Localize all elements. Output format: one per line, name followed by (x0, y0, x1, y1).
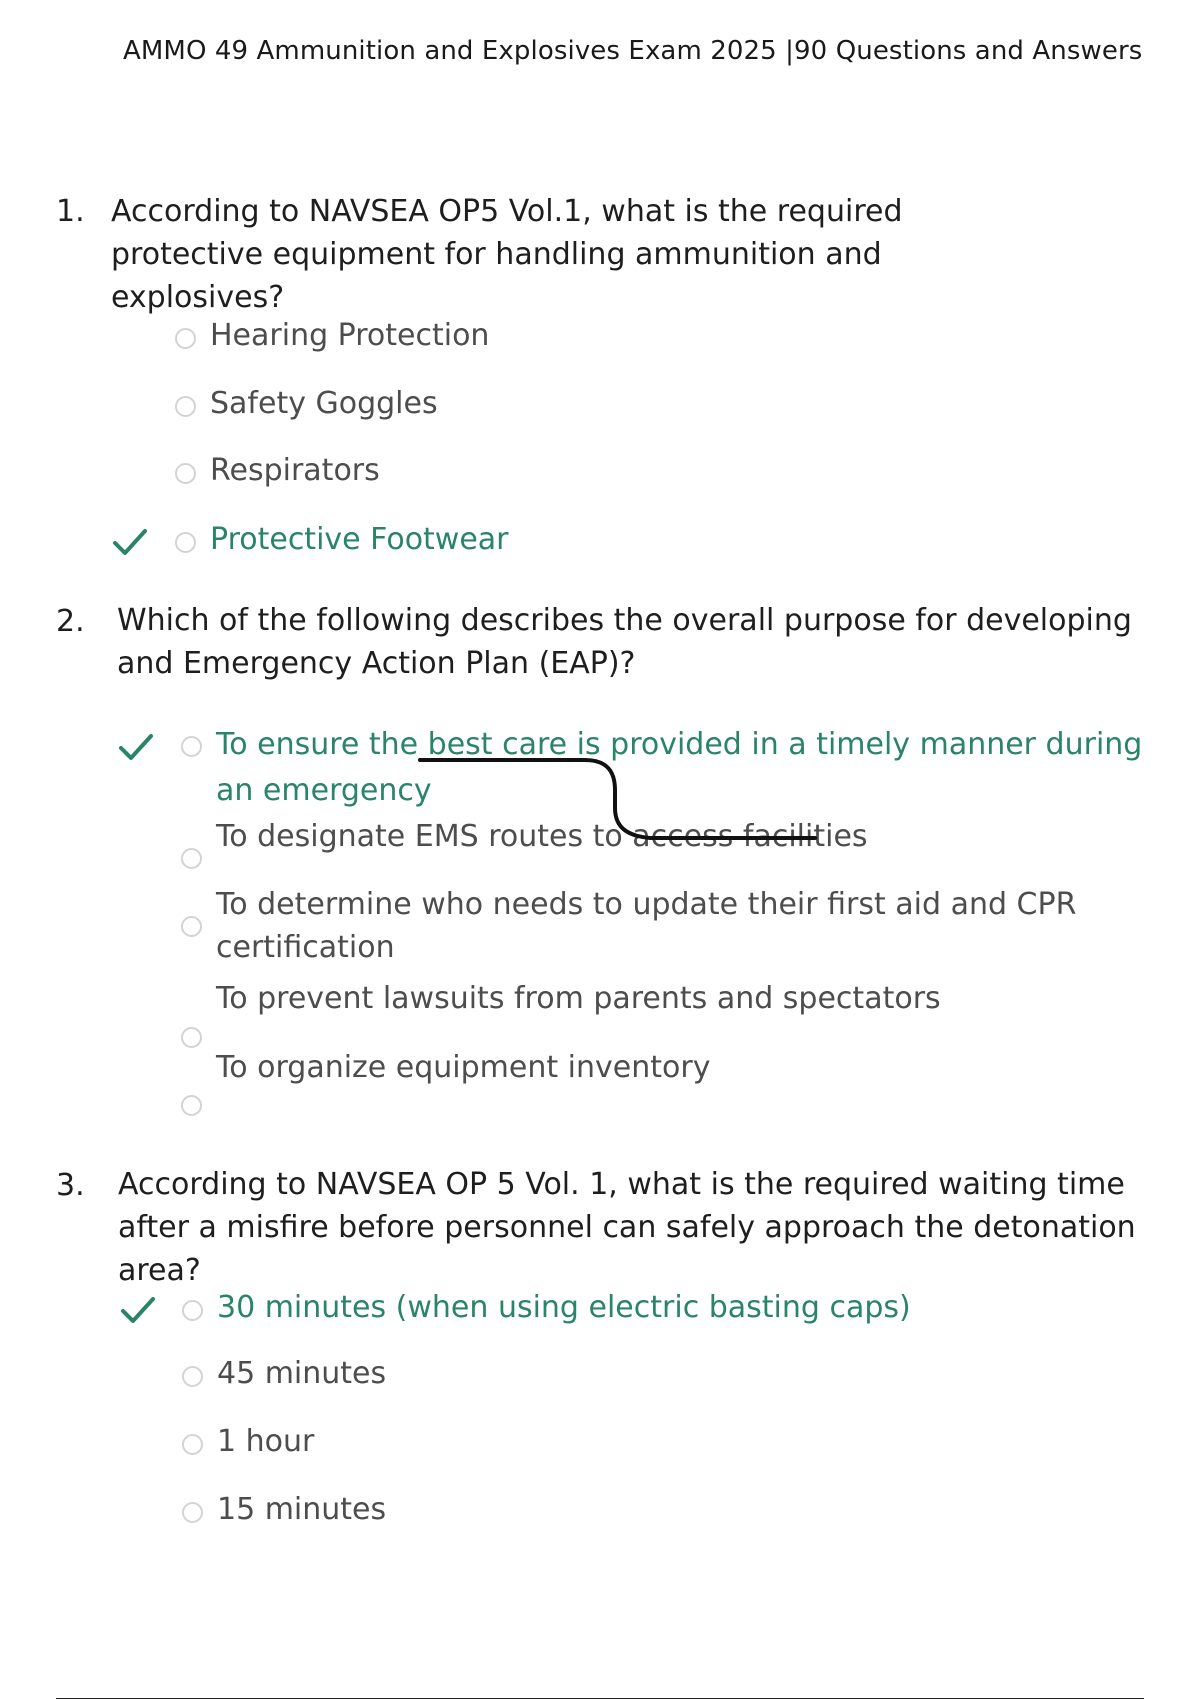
option-label: Protective Footwear (210, 522, 509, 557)
question-number: 3. (56, 1168, 85, 1203)
option-label: To designate EMS routes to access facilities (216, 819, 868, 854)
radio-button[interactable] (181, 736, 202, 757)
radio-button[interactable] (181, 916, 202, 937)
option-label: 30 minutes (when using electric basting caps) (217, 1290, 911, 1325)
option-label: To prevent lawsuits from parents and spectators (216, 981, 941, 1016)
option-label: Hearing Protection (210, 318, 490, 353)
checkmark-icon (118, 732, 154, 762)
radio-button[interactable] (175, 396, 196, 417)
radio-button[interactable] (181, 1095, 202, 1116)
radio-button[interactable] (181, 848, 202, 869)
checkmark-icon (112, 527, 148, 557)
checkmark-icon (120, 1295, 156, 1325)
option-label: Respirators (210, 453, 380, 488)
radio-button[interactable] (182, 1300, 203, 1321)
question-number: 1. (56, 194, 85, 229)
option-label: Safety Goggles (210, 386, 438, 421)
option-label: 1 hour (217, 1424, 315, 1459)
page-divider (56, 1698, 1144, 1699)
question-number: 2. (56, 604, 85, 639)
option-label: To organize equipment inventory (216, 1050, 711, 1085)
radio-button[interactable] (175, 532, 196, 553)
radio-button[interactable] (175, 463, 196, 484)
question-text: Which of the following describes the overall purpose for developing and Emergency Action Plan (EAP)? (117, 603, 1132, 681)
question-text: According to NAVSEA OP 5 Vol. 1, what is the required waiting time after a misfire before personnel can safely approach the detonation area? (118, 1167, 1136, 1288)
radio-button[interactable] (175, 328, 196, 349)
question-text: According to NAVSEA OP5 Vol.1, what is the required protective equipment for handling ammunition and explosives? (111, 194, 903, 315)
option-label: To determine who needs to update their first aid and CPR certification (216, 887, 1077, 965)
option-label: 15 minutes (217, 1492, 387, 1527)
option-label: To ensure the best care is provided in a timely manner during an emergency (216, 727, 1143, 808)
option-label: 45 minutes (217, 1356, 387, 1391)
radio-button[interactable] (181, 1027, 202, 1048)
radio-button[interactable] (182, 1366, 203, 1387)
document-title: AMMO 49 Ammunition and Explosives Exam 2025 |90 Questions and Answers (123, 36, 1143, 66)
radio-button[interactable] (182, 1434, 203, 1455)
radio-button[interactable] (182, 1502, 203, 1523)
